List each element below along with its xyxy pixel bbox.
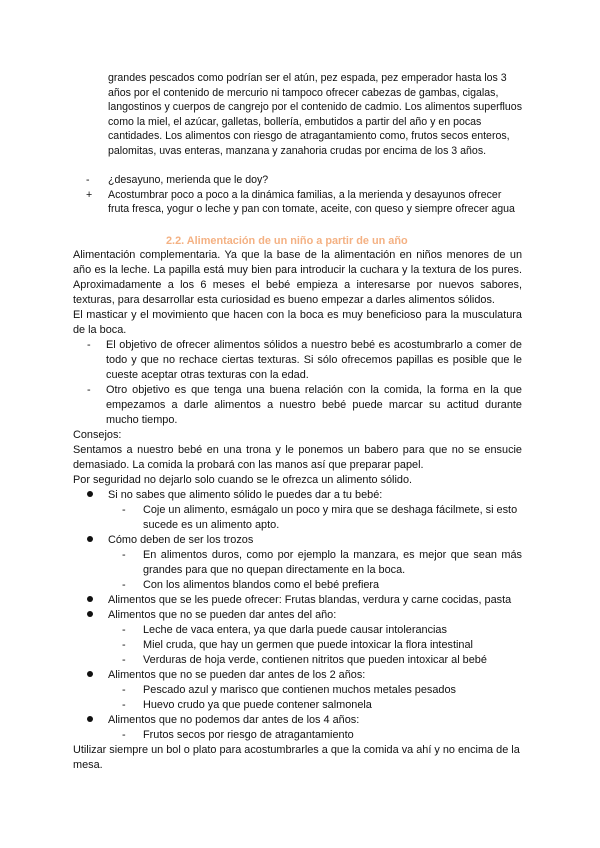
tip-item: [73, 488, 522, 533]
tip-item: [73, 533, 522, 593]
sub-item-text: Leche de vaca entera, ya que darla puede causar intolerancias: [143, 624, 447, 636]
objective-text: Otro objetivo es que tenga una buena relación con la comida, la forma en la que empezamos a darle alimentos a nuestro bebé puede marcar su actitud durante mucho tiempo.: [106, 384, 522, 426]
top-list: [86, 173, 522, 217]
tip-text: Si no sabes que alimento sólido le puedes dar a tu bebé:: [108, 489, 383, 501]
tip-sublist: [108, 728, 522, 743]
sub-item-text: Miel cruda, que hay un germen que puede intoxicar la flora intestinal: [143, 639, 473, 651]
objectives-list: [73, 338, 522, 428]
sub-item: - Pescado azul y marisco que contienen muchos metales pesados: [122, 684, 456, 696]
dash-marker: -: [87, 384, 91, 396]
objective-item: [73, 338, 522, 383]
sub-item-text: En alimentos duros, como por ejemplo la manzara, es mejor que sean más grandes para que no quepan directamente en la boca.: [143, 549, 522, 576]
section-body: [73, 248, 522, 773]
list-item: [86, 173, 522, 188]
sub-item-text: Verduras de hoja verde, contienen nitritos que pueden intoxicar al bebé: [143, 654, 487, 666]
sub-item-text: Coje un alimento, esmágalo un poco y mira que se deshaga fácilmete, si esto sucede es un alimento apto.: [143, 504, 518, 531]
bullet-icon: [87, 533, 101, 548]
list-item-text: ¿desayuno, merienda que le doy?: [108, 174, 269, 186]
section-heading: 2.2. Alimentación de un niño a partir de un año: [166, 235, 408, 247]
sub-item-text: Frutos secos por riesgo de atragantamiento: [143, 729, 354, 741]
sub-item-text: Pescado azul y marisco que contienen muchos metales pesados: [143, 684, 456, 696]
tips-list: [73, 488, 522, 743]
intro-paragraph: Alimentación complementaria. Ya que la base de la alimentación en niños menores de un año es la leche. La papilla está muy bien para introducir la cuchara y la textura de los pures. Aproximadamente a los 6 meses el bebé empieza a interesarse por nuevos sabores, texturas, para desarrollar esta curiosidad es bueno empezar a darles alimentos sólidos.: [73, 249, 522, 306]
tip-text: Cómo deben de ser los trozos: [108, 534, 254, 546]
tip-sublist: [108, 683, 522, 713]
sub-item: - Coje un alimento, esmágalo un poco y mira que se deshaga fácilmete, si esto sucede es un alimento apto.: [122, 504, 518, 531]
bullet-icon: [87, 488, 101, 503]
tip-sublist: [108, 623, 522, 668]
tip-item: [73, 608, 522, 668]
tip-text: Alimentos que no se pueden dar antes del año:: [108, 609, 337, 621]
bullet-icon: [87, 713, 101, 728]
tip-item: [73, 668, 522, 713]
bullet-icon: [87, 668, 101, 683]
bullet-icon: [87, 593, 101, 608]
sub-item: - En alimentos duros, como por ejemplo la manzara, es mejor que sean más grandes para que no quepan directamente en la boca.: [122, 549, 522, 576]
sub-item: - Huevo crudo ya que puede contener salmonela: [122, 699, 372, 711]
sub-item: - Miel cruda, que hay un germen que puede intoxicar la flora intestinal: [122, 639, 473, 651]
sub-item: - Leche de vaca entera, ya que darla puede causar intolerancias: [122, 624, 447, 636]
objective-text: El objetivo de ofrecer alimentos sólidos a nuestro bebé es acostumbrarlo a comer de todo y que no rechace ciertas texturas. Si sólo ofrecemos papillas es posible que le cueste aceptar otras texturas con la edad.: [106, 339, 522, 381]
continuation-text: grandes pescados como podrían ser el atún, pez espada, pez emperador hasta los 3 años por el contenido de mercurio ni tampoco ofrecer cabezas de gambas, cigalas, langostinos y cuerpos de cangrejo por el contenido de cadmio. Los alimentos superfluos como la miel, el azúcar, galletas, bollería, embutidos a partir del año y en pocas cantidades. Los alimentos con riesgo de atragantamiento como, frutos secos enteros, palomitas, uvas enteras, manzana y zanahoria crudas por encima de los 3 años.: [108, 72, 522, 157]
list-item: [86, 188, 522, 217]
objective-item: [73, 383, 522, 428]
sub-item: - Frutos secos por riesgo de atragantamiento: [122, 729, 354, 741]
list-marker: +: [86, 188, 93, 201]
dash-marker: -: [87, 339, 91, 351]
closing-paragraph: Utilizar siempre un bol o plato para acostumbrarles a que la comida va ahí y no encima de la mesa.: [73, 744, 520, 771]
tip-sublist: [108, 548, 522, 593]
tip-text: Alimentos que no se pueden dar antes de los 2 años:: [108, 669, 366, 681]
tip-sublist: [108, 503, 522, 533]
consejos-paragraph: Sentamos a nuestro bebé en una trona y le ponemos un babero para que no se ensucie demasiado. La comida la probará con las manos así que preparar papel.: [73, 444, 522, 471]
tip-text: Alimentos que se les puede ofrecer: Frutas blandas, verdura y carne cocidas, pasta: [108, 594, 512, 606]
consejos-label: Consejos:: [73, 429, 122, 441]
sub-item-text: Huevo crudo ya que puede contener salmonela: [143, 699, 372, 711]
continuation-paragraph: [108, 71, 522, 159]
seguridad-paragraph: Por seguridad no dejarlo solo cuando se le ofrezca un alimento sólido.: [73, 474, 413, 486]
sub-item: - Con los alimentos blandos como el bebé prefiera: [122, 579, 380, 591]
tip-text: Alimentos que no podemos dar antes de los 4 años:: [108, 714, 360, 726]
bullet-icon: [87, 608, 101, 623]
masticar-paragraph: El masticar y el movimiento que hacen con la boca es muy beneficioso para la musculatura de la boca.: [73, 309, 522, 336]
tip-item: [73, 713, 522, 743]
list-item-text: Acostumbrar poco a poco a la dinámica familias, a la merienda y desayunos ofrecer fruta fresca, yogur o leche y pan con tomate, aceite, con queso y siempre ofrecer agua: [108, 188, 515, 216]
sub-item-text: Con los alimentos blandos como el bebé prefiera: [143, 579, 380, 591]
list-marker: -: [86, 174, 90, 186]
sub-item: - Verduras de hoja verde, contienen nitritos que pueden intoxicar al bebé: [122, 654, 487, 666]
tip-item: [73, 593, 522, 608]
